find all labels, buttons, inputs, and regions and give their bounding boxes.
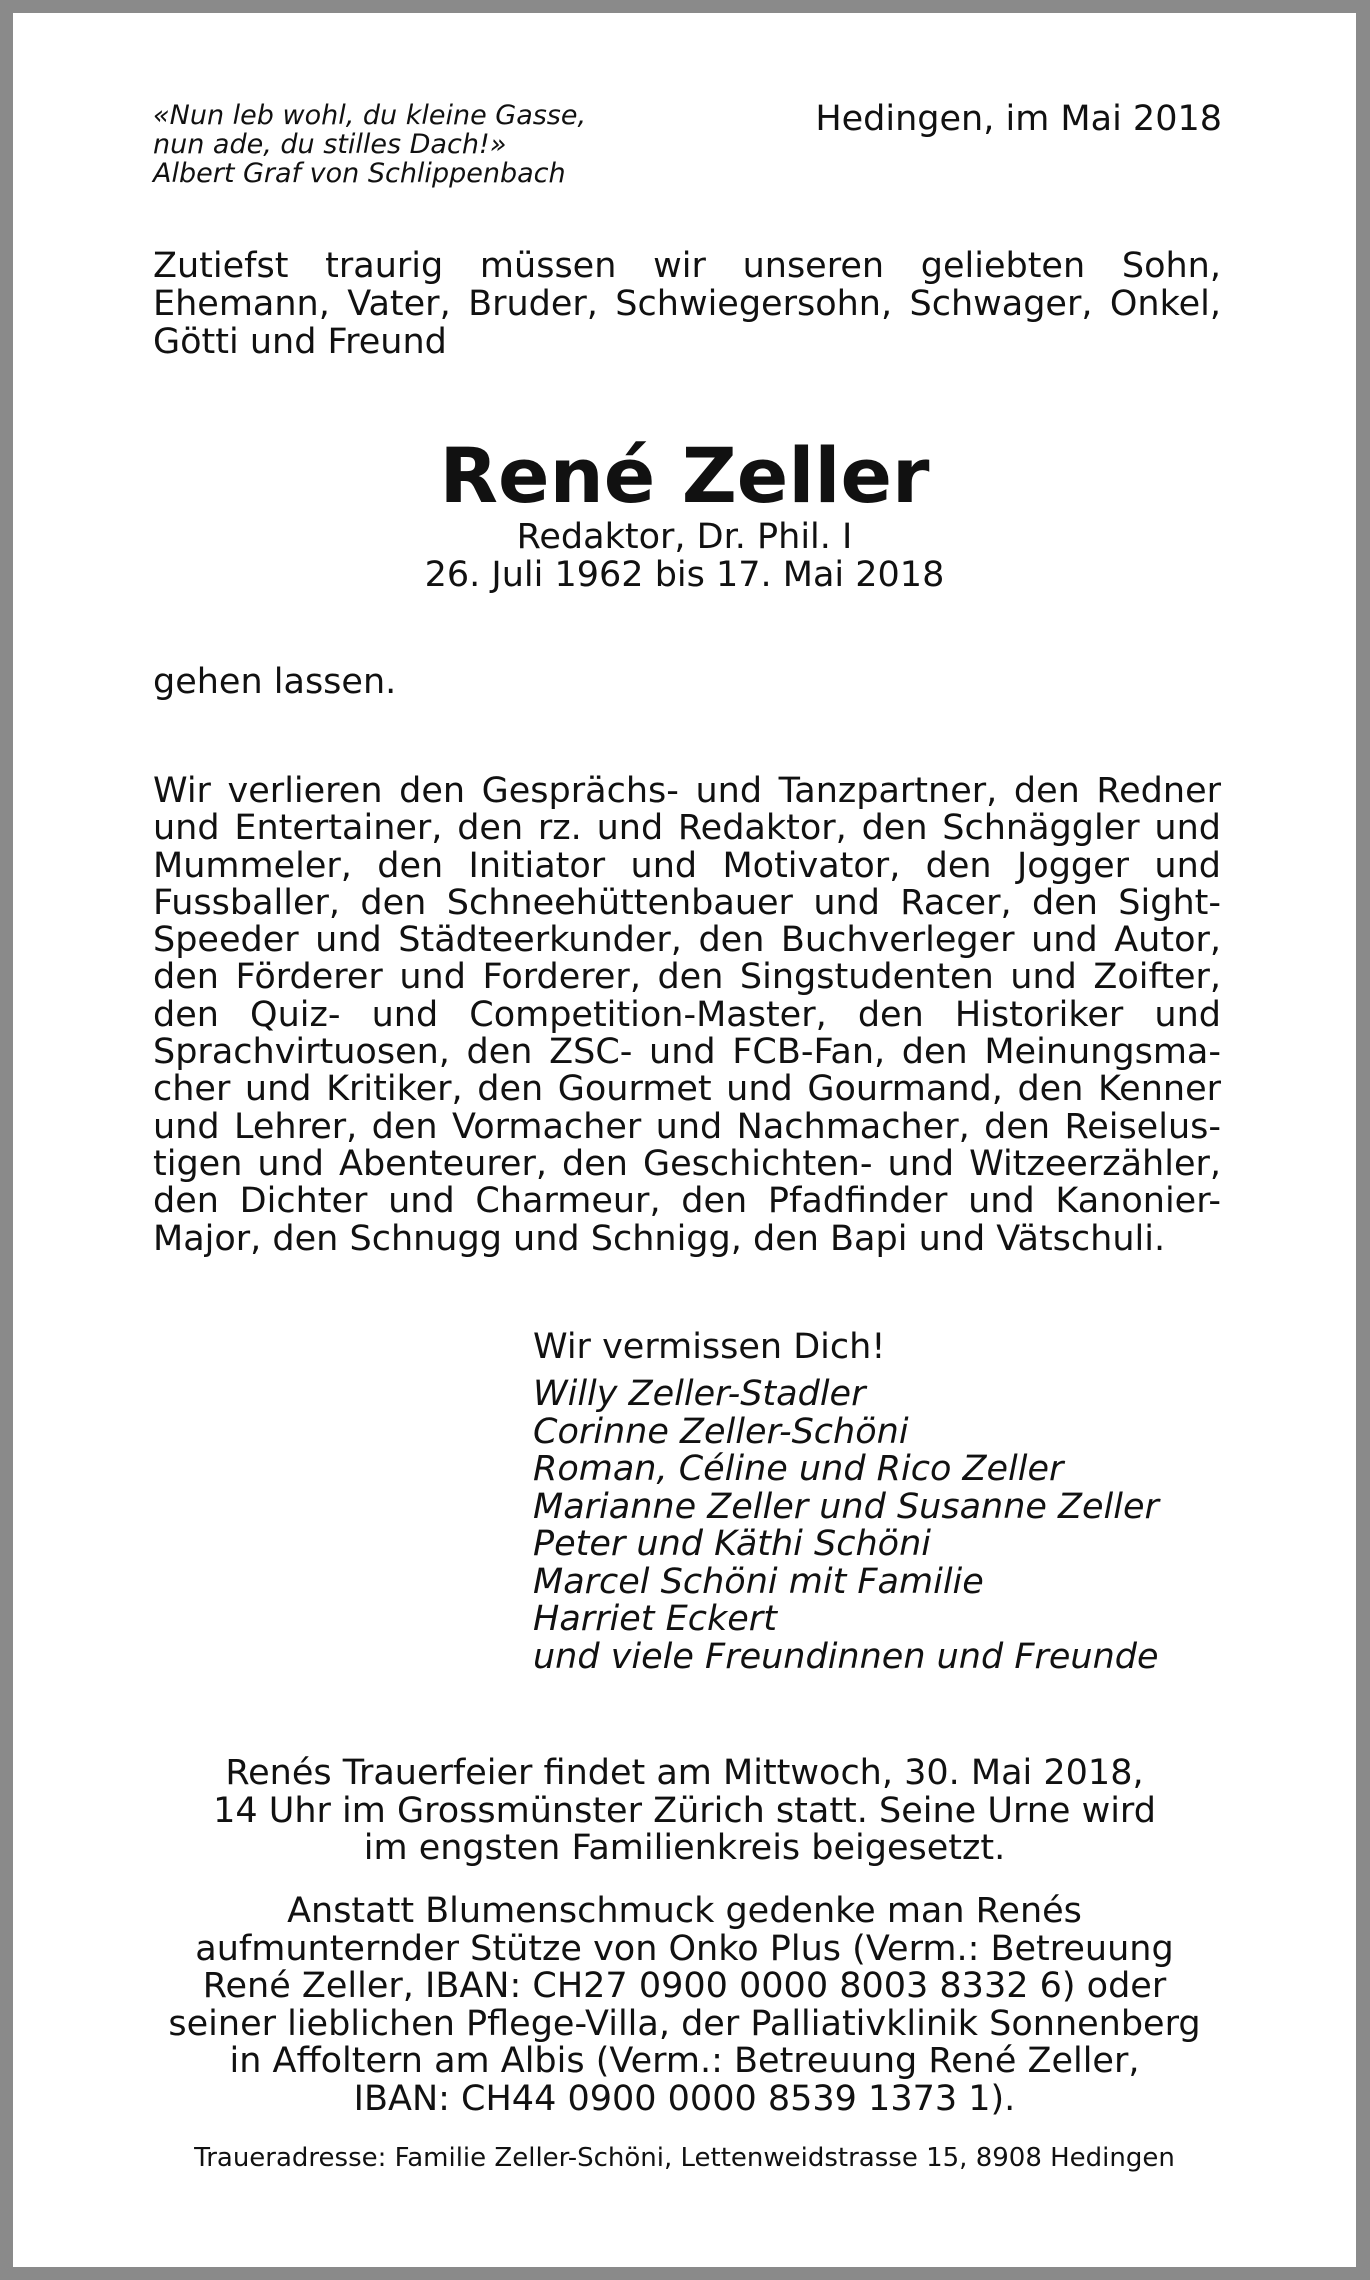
- tribute-line: Sprachvirtuosen, den ZSC- und FCB-Fan, den Meinungsma-: [153, 1032, 1221, 1073]
- tribute-line: Mummeler, den Initiator und Motivator, den Jogger und: [153, 845, 1221, 886]
- donation-line: aufmunternder Stütze von Onko Plus (Verm.: Betreuung: [195, 1928, 1174, 1969]
- tribute-line: und Lehrer, den Vormacher und Nachmacher, den Reiselus-: [153, 1106, 1221, 1147]
- donation-line: IBAN: CH44 0900 0000 8539 1373 1).: [353, 2078, 1016, 2119]
- signer-name: und viele Freundinnen und Freunde: [533, 1636, 1159, 1677]
- donation-notice: [13, 1893, 1356, 2119]
- epigraph-quote: [153, 101, 633, 188]
- quote-line: «Nun leb wohl, du kleine Gasse,: [153, 100, 587, 131]
- deceased-dates: 26. Juli 1962 bis 17. Mai 2018: [424, 555, 945, 595]
- signer-name: Marianne Zeller und Susanne Zeller: [533, 1486, 1159, 1527]
- intro-paragraph: Zutiefst traurig müssen wir unseren geliebten Sohn, Ehemann, Vater, Bruder, Schwiegersohn, Schwager, Onkel, Götti und Freund: [153, 246, 1221, 362]
- signer-name: Peter und Käthi Schöni: [533, 1524, 931, 1564]
- closing-intro: gehen lassen.: [153, 662, 397, 702]
- tribute-line: Major, den Schnugg und Schnigg, den Bapi und Vätschuli.: [153, 1218, 1166, 1259]
- signer-name: Harriet Eckert: [533, 1599, 777, 1639]
- signer-name: Corinne Zeller-Schöni: [533, 1411, 909, 1452]
- tribute-line: Wir verlieren den Gesprächs- und Tanzpartner, den Redner: [153, 771, 1221, 811]
- deceased-title: Redaktor, Dr. Phil. I: [516, 517, 853, 557]
- mourning-address: Traueradresse: Familie Zeller-Schöni, Lettenweidstrasse 15, 8908 Hedingen: [194, 2143, 1175, 2173]
- signers-block: [533, 1328, 1253, 1676]
- tribute-line: den Quiz- und Competition-Master, den Historiker und: [153, 994, 1221, 1035]
- ceremony-line: im engsten Familienkreis beigesetzt.: [363, 1828, 1006, 1868]
- signer-name: Willy Zeller-Stadler: [533, 1374, 866, 1414]
- ceremony-line: 14 Uhr im Grossmünster Zürich statt. Seine Urne wird: [213, 1790, 1156, 1831]
- tribute-paragraph: [153, 773, 1221, 1258]
- place-date: Hedingen, im Mai 2018: [815, 99, 1222, 139]
- ceremony-notice: [13, 1755, 1356, 1868]
- signer-name: Roman, Céline und Rico Zeller: [533, 1449, 1064, 1489]
- deceased-details: [13, 518, 1356, 594]
- ceremony-line: Renés Trauerfeier findet am Mittwoch, 30. Mai 2018,: [225, 1753, 1144, 1793]
- tribute-line: den Förderer und Forderer, den Singstudenten und Zoifter,: [153, 957, 1221, 998]
- tribute-line: tigen und Abenteurer, den Geschichten- und Witzeerzähler,: [153, 1143, 1221, 1184]
- donation-line: René Zeller, IBAN: CH27 0900 0000 8003 8332 6) oder: [202, 1966, 1167, 2007]
- donation-line: in Affoltern am Albis (Verm.: Betreuung René Zeller,: [229, 2041, 1140, 2082]
- obituary-page: [13, 13, 1356, 2267]
- quote-line: nun ade, du stilles Dach!»: [153, 129, 507, 160]
- deceased-name: René Zeller: [439, 431, 930, 520]
- signers-heading: Wir vermissen Dich!: [533, 1327, 886, 1367]
- tribute-line: Fussballer, den Schneehüttenbauer und Racer, den Sight-: [153, 882, 1221, 923]
- tribute-line: cher und Kritiker, den Gourmet und Gourmand, den Kenner: [153, 1069, 1221, 1110]
- tribute-line: Speeder und Städteerkunder, den Buchverleger und Autor,: [153, 920, 1221, 961]
- donation-line: seiner lieblichen Pflege-Villa, der Palliativklinik Sonnenberg: [168, 2003, 1201, 2044]
- tribute-line: und Entertainer, den rz. und Redaktor, den Schnäggler und: [153, 808, 1221, 849]
- signer-name: Marcel Schöni mit Familie: [533, 1561, 984, 1602]
- donation-line: Anstatt Blumenschmuck gedenke man Renés: [287, 1891, 1082, 1931]
- tribute-line: den Dichter und Charmeur, den Pfadfinder und Kanonier-: [153, 1181, 1221, 1222]
- quote-author: Albert Graf von Schlippenbach: [153, 158, 566, 189]
